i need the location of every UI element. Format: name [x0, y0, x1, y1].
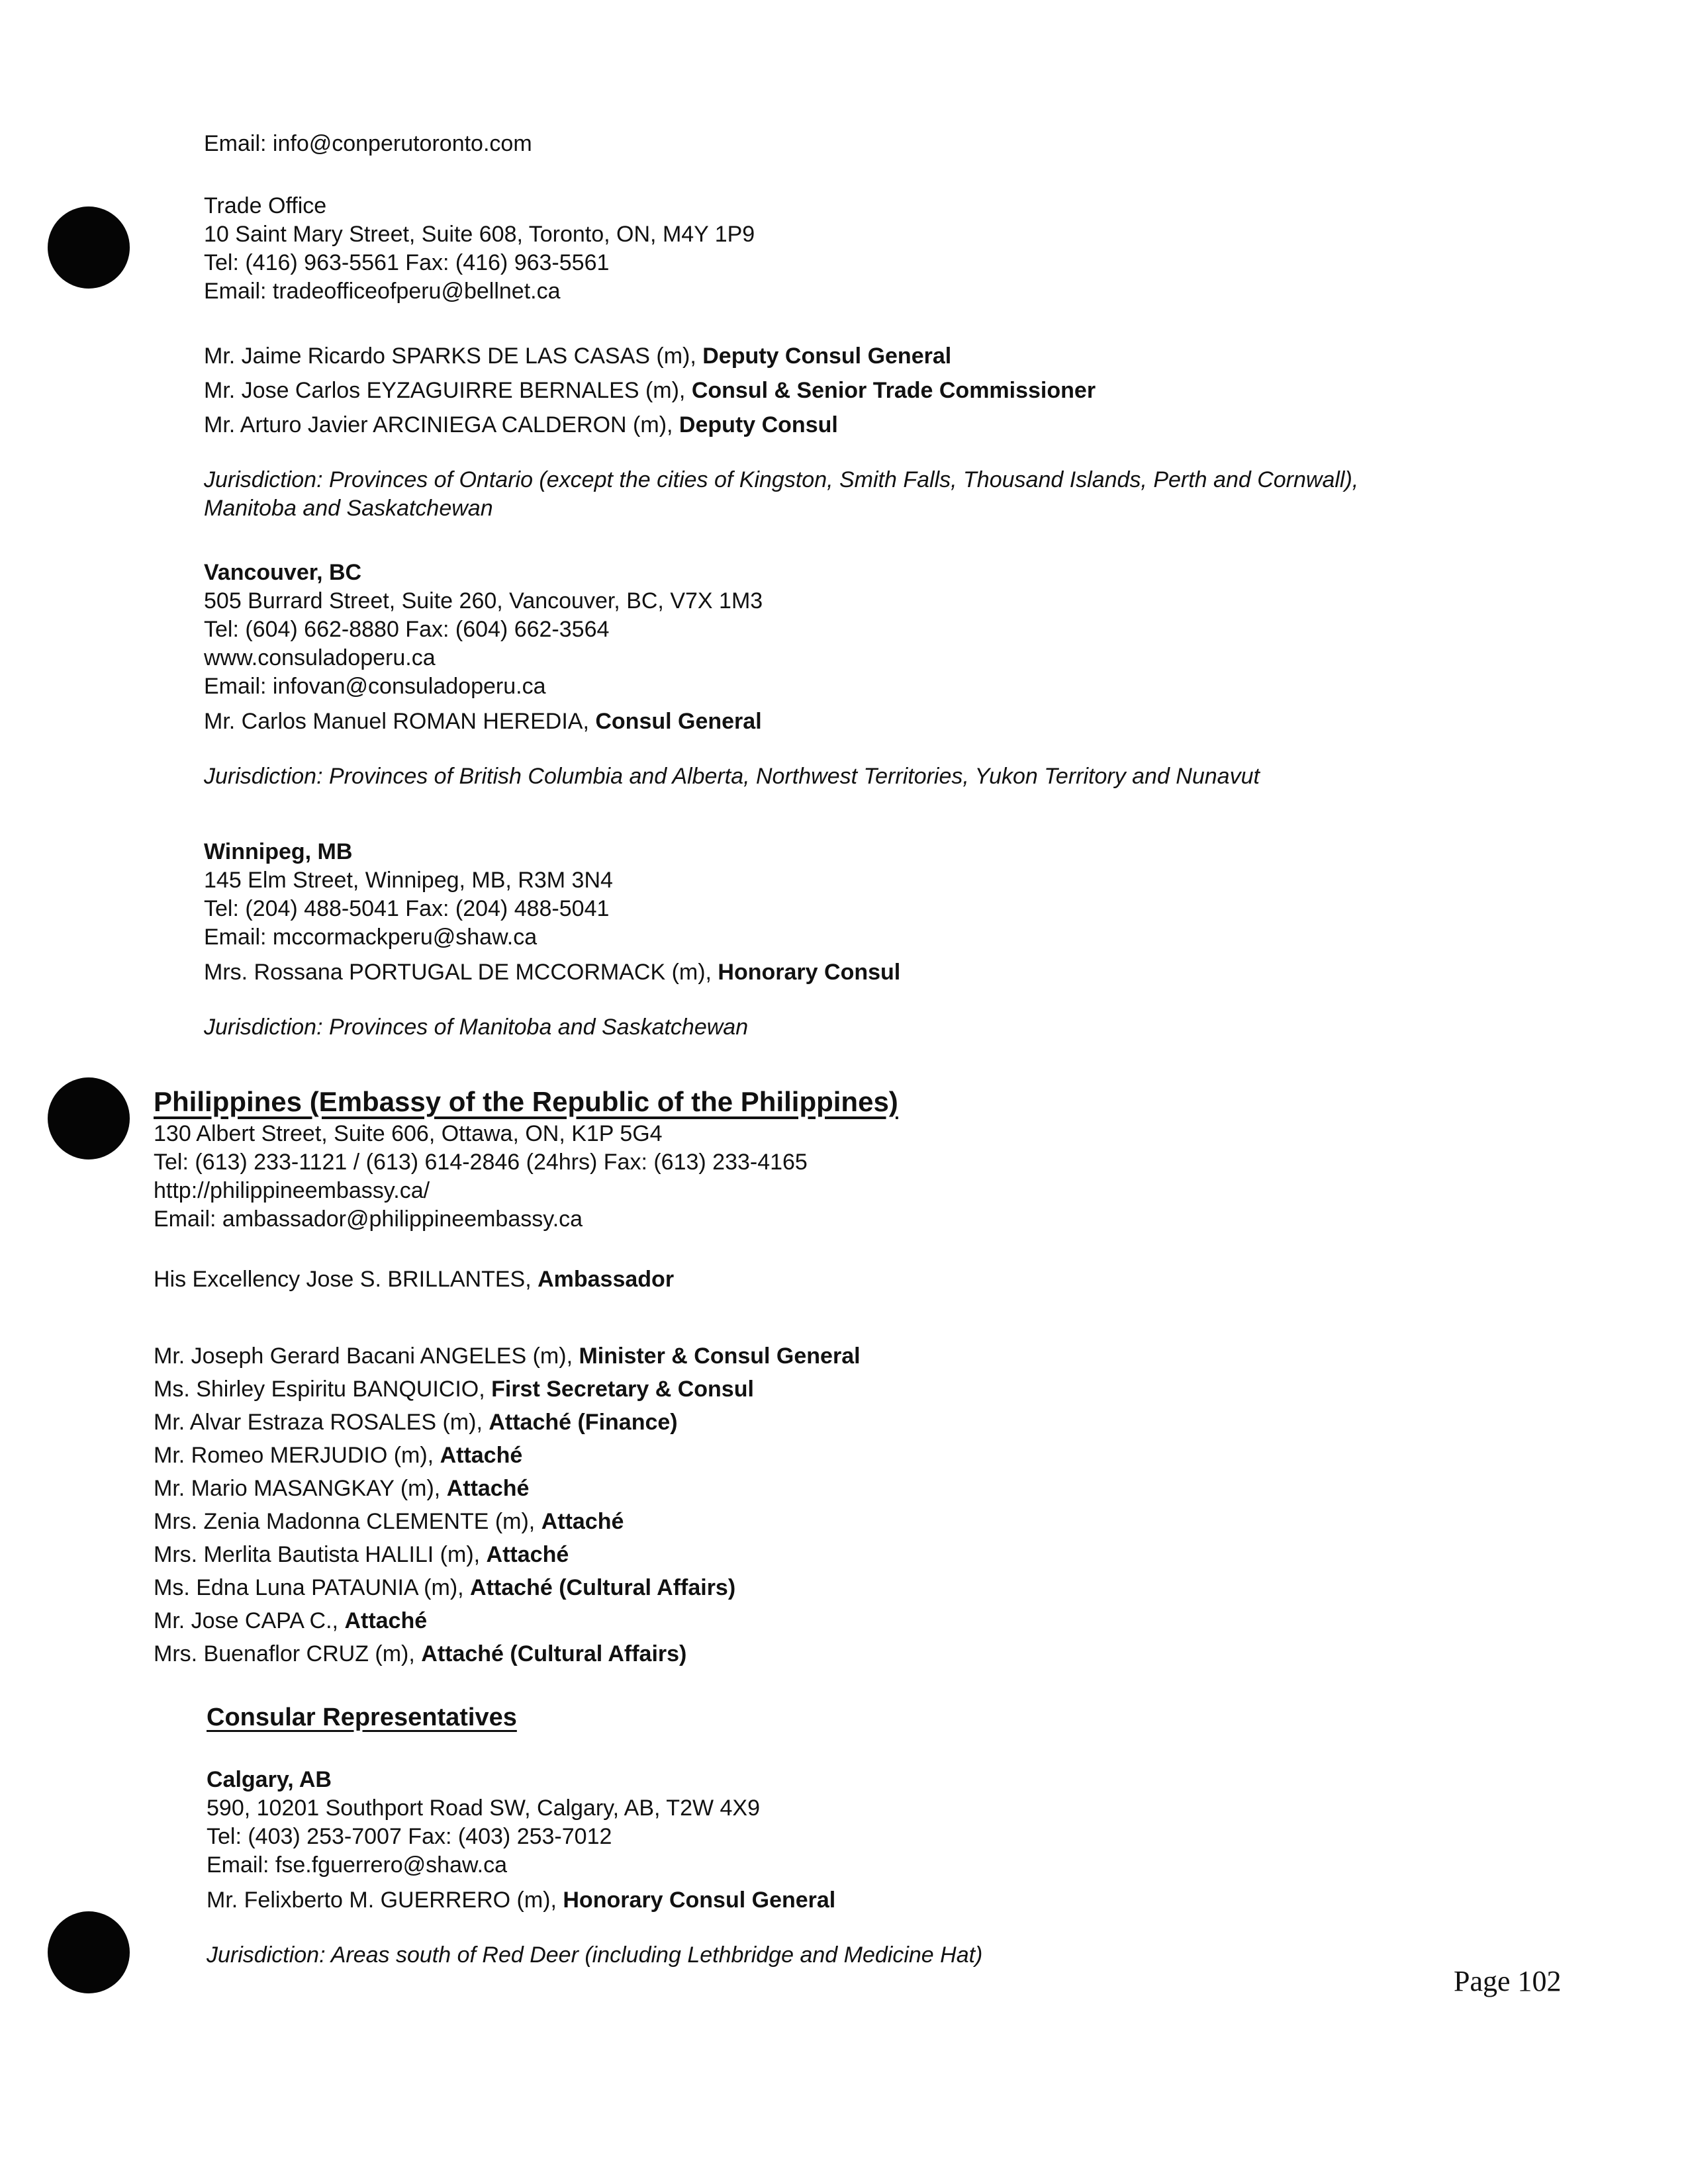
tel-fax: Tel: (403) 253-7007 Fax: (403) 253-7012 — [207, 1824, 612, 1849]
winnipeg-consulate — [204, 838, 900, 1042]
calgary-consulate — [207, 1766, 982, 1970]
toronto-email-block — [204, 130, 532, 158]
city-heading: Calgary, AB — [207, 1767, 332, 1792]
binder-hole-top — [48, 206, 130, 289]
philippines-embassy — [154, 1084, 898, 1294]
address: 505 Burrard Street, Suite 260, Vancouver, BC, V7X 1M3 — [204, 588, 763, 614]
page-number: Page 102 — [1454, 1965, 1562, 1997]
jurisdiction: Jurisdiction: Provinces of Manitoba and Saskatchewan — [204, 1015, 749, 1040]
trade-office-address: 10 Saint Mary Street, Suite 608, Toronto, ON, M4Y 1P9 — [204, 222, 755, 247]
staff-row: Mr. Alvar Estraza ROSALES (m), Attaché (Finance) — [154, 1410, 678, 1435]
staff-row: Ms. Edna Luna PATAUNIA (m), Attaché (Cultural Affairs) — [154, 1575, 736, 1600]
staff-row: Mr. Joseph Gerard Bacani ANGELES (m), Minister & Consul General — [154, 1343, 861, 1369]
email: Email: mccormackperu@shaw.ca — [204, 925, 538, 950]
staff-row: Mrs. Buenaflor CRUZ (m), Attaché (Cultural Affairs) — [154, 1641, 687, 1666]
website: www.consuladoperu.ca — [204, 645, 436, 670]
trade-office-tel: Tel: (416) 963-5561 Fax: (416) 963-5561 — [204, 250, 610, 275]
official: Mr. Carlos Manuel ROMAN HEREDIA, Consul General — [204, 709, 762, 734]
address: 590, 10201 Southport Road SW, Calgary, AB, T2W 4X9 — [207, 1796, 761, 1821]
website: http://philippineembassy.ca/ — [154, 1178, 430, 1203]
staff-row: Mr. Arturo Javier ARCINIEGA CALDERON (m), Deputy Consul — [204, 412, 838, 437]
city-heading: Vancouver, BC — [204, 560, 362, 585]
trade-office-email: Email: tradeofficeofperu@bellnet.ca — [204, 279, 561, 304]
vancouver-consulate — [204, 559, 1260, 791]
staff-row: Ms. Shirley Espiritu BANQUICIO, First Secretary & Consul — [154, 1377, 754, 1402]
binder-hole-bottom — [48, 1911, 130, 1993]
staff-row: Mr. Mario MASANGKAY (m), Attaché — [154, 1476, 530, 1501]
philippines-staff-list — [154, 1340, 861, 1670]
consular-representatives — [207, 1701, 517, 1734]
tel-fax: Tel: (613) 233-1121 / (613) 614-2846 (24hrs) Fax: (613) 233-4165 — [154, 1150, 808, 1175]
peru-staff-list — [204, 339, 1096, 442]
city-heading: Winnipeg, MB — [204, 839, 353, 864]
trade-office-title: Trade Office — [204, 193, 327, 218]
staff-row: Mr. Jose CAPA C., Attaché — [154, 1608, 428, 1633]
email: Email: infovan@consuladoperu.ca — [204, 674, 546, 699]
jurisdiction: Jurisdiction: Provinces of British Columbia and Alberta, Northwest Territories, Yukon Territory and Nunavut — [204, 764, 1260, 789]
address: 145 Elm Street, Winnipeg, MB, R3M 3N4 — [204, 868, 613, 893]
toronto-email: Email: info@conperutoronto.com — [204, 131, 532, 156]
ambassador: His Excellency Jose S. BRILLANTES, Ambassador — [154, 1267, 675, 1292]
email: Email: fse.fguerrero@shaw.ca — [207, 1852, 508, 1878]
toronto-jurisdiction: Jurisdiction: Provinces of Ontario (except the cities of Kingston, Smith Falls, Thousand Islands, Perth and Cornwall), Manitoba and Saskatchewan — [204, 467, 1359, 521]
staff-row: Mrs. Merlita Bautista HALILI (m), Attaché — [154, 1542, 569, 1567]
tel-fax: Tel: (604) 662-8880 Fax: (604) 662-3564 — [204, 617, 610, 642]
trade-office-block — [204, 192, 755, 306]
country-heading: Philippines (Embassy of the Republic of the Philippines) — [154, 1086, 898, 1117]
official: Mr. Felixberto M. GUERRERO (m), Honorary Consul General — [207, 1888, 836, 1913]
address: 130 Albert Street, Suite 606, Ottawa, ON, K1P 5G4 — [154, 1121, 663, 1146]
staff-row: Mr. Jose Carlos EYZAGUIRRE BERNALES (m), Consul & Senior Trade Commissioner — [204, 378, 1096, 403]
tel-fax: Tel: (204) 488-5041 Fax: (204) 488-5041 — [204, 896, 610, 921]
jurisdiction: Jurisdiction: Areas south of Red Deer (including Lethbridge and Medicine Hat) — [207, 1942, 983, 1968]
staff-row: Mr. Jaime Ricardo SPARKS DE LAS CASAS (m), Deputy Consul General — [204, 343, 952, 369]
section-heading: Consular Representatives — [207, 1704, 517, 1731]
email: Email: ambassador@philippineembassy.ca — [154, 1206, 583, 1232]
binder-hole-middle — [48, 1077, 130, 1160]
official: Mrs. Rossana PORTUGAL DE MCCORMACK (m), Honorary Consul — [204, 960, 901, 985]
staff-row: Mr. Romeo MERJUDIO (m), Attaché — [154, 1443, 523, 1468]
staff-row: Mrs. Zenia Madonna CLEMENTE (m), Attaché — [154, 1509, 624, 1534]
